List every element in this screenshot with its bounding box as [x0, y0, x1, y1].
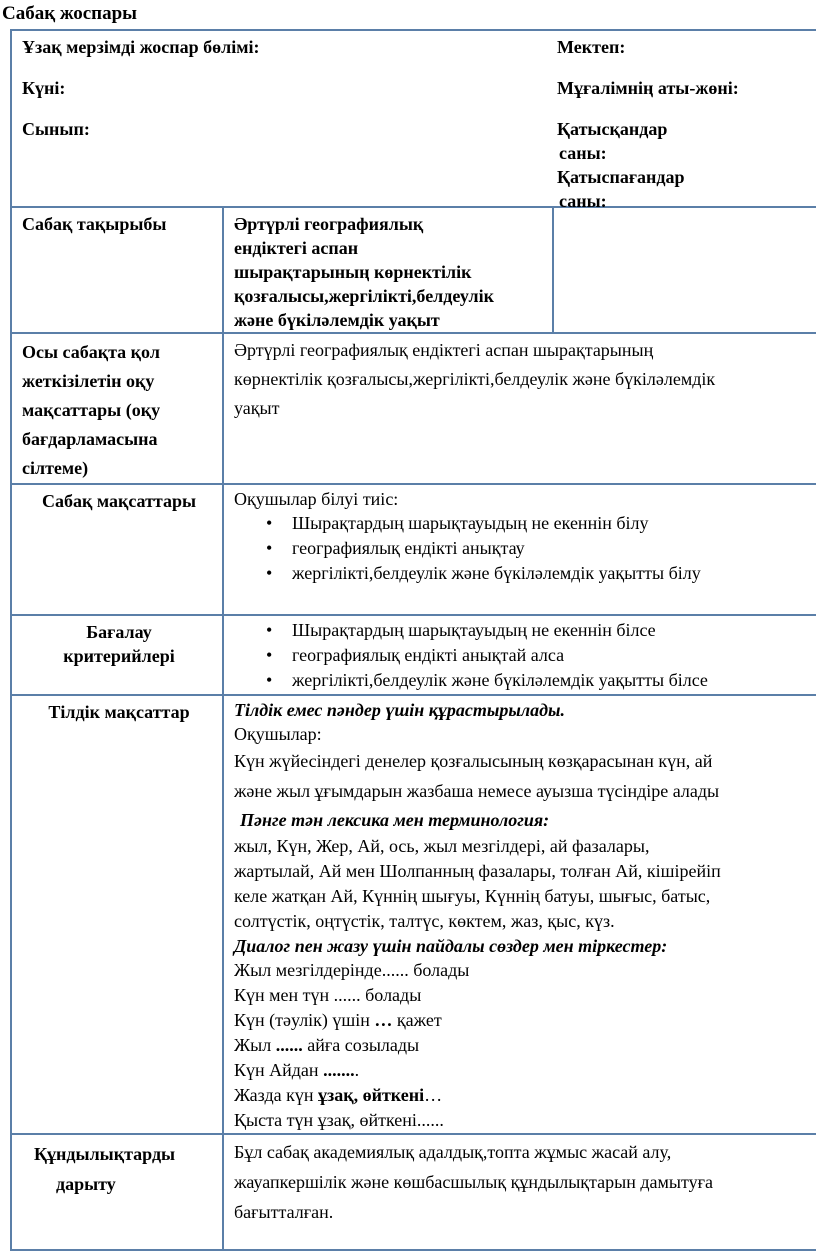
phrase-line: Күн (тәулік) үшін … қажет [234, 1010, 442, 1030]
values-label-line: дарыту [56, 1174, 116, 1194]
text-line: Бұл сабақ академиялық адалдық,топта жұмыс жасай алу, [234, 1142, 672, 1162]
topic-row [11, 207, 816, 333]
topic-empty-cell [553, 207, 816, 333]
text-line: Әртүрлі географиялық ендіктегі аспан шырақтарының [234, 340, 654, 360]
criteria-row [11, 615, 816, 695]
topic-line: Әртүрлі географиялық [234, 214, 424, 234]
present-line-2: саны: [559, 143, 607, 163]
vocabulary-text [234, 834, 806, 934]
students-label: Оқушылар: [234, 724, 322, 744]
long-term-label: Ұзақ мерзімді жоспар бөлімі: [22, 37, 260, 57]
teacher-label: Мұғалімнің аты-жөні: [557, 78, 739, 98]
class-label: Сынып: [22, 119, 90, 139]
document-title: Сабақ жоспары [2, 3, 138, 24]
list-item: • жергілікті,белдеулік және бүкіләлемдік уақытты білу [292, 561, 806, 586]
phrase-line: Жыл ...... айға созылады [234, 1035, 420, 1055]
topic-text [223, 207, 553, 333]
header-cell [11, 30, 816, 211]
list-item: • жергілікті,белдеулік және бүкіләлемдік уақытты білсе [292, 668, 806, 693]
text-line: және жыл ұғымдарын жазбаша немесе ауызша түсіндіре алады [234, 781, 720, 801]
phrase-line: Жыл мезгілдерінде...... болады [234, 960, 470, 980]
phrase-line: Қыста түн ұзақ, өйткені...... [234, 1110, 444, 1130]
values-label [11, 1134, 223, 1250]
list-item: • географиялық ендікті анықтау [292, 536, 806, 561]
phrase-line: Күн Айдан ........ [234, 1060, 360, 1080]
objectives-program-row [11, 333, 816, 484]
text-line: солтүстік, оңтүстік, талтүс, көктем, жаз, қыс, күз. [234, 911, 615, 931]
label-line: бағдарламасына [22, 429, 158, 449]
school-label: Мектеп: [557, 37, 626, 57]
topic-label: Сабақ тақырыбы [11, 207, 223, 333]
topic-line: және бүкіләлемдік уақыт [234, 310, 440, 330]
objectives-program-text [223, 333, 816, 484]
lesson-objectives-content [223, 484, 816, 615]
topic-line: шырақтарының көрнектілік [234, 262, 472, 282]
criteria-content [223, 615, 816, 695]
criteria-label-line: критерийлері [63, 646, 175, 666]
objectives-program-label [11, 333, 223, 484]
text-line: Күн жүйесіндегі денелер қозғалысының көзқарасынан күн, ай [234, 751, 713, 771]
lesson-objectives-label: Сабақ мақсаттары [11, 484, 223, 615]
topic-line: ендіктегі аспан [234, 238, 359, 258]
label-line: Осы сабақта қол [22, 342, 160, 362]
list-item: • Шырақтардың шарықтауыдың не екеннін білсе [292, 618, 806, 643]
absent-line-2: саны: [559, 191, 607, 211]
language-row [11, 695, 816, 1134]
language-heading-2: Пәнге тән лексика мен терминология: [240, 810, 550, 830]
text-line: жыл, Күн, Жер, Ай, ось, жыл мезгілдері, ай фазалары, [234, 836, 650, 856]
language-label: Тілдік мақсаттар [11, 695, 223, 1134]
phrase-line: Күн мен түн ...... болады [234, 985, 422, 1005]
date-label: Күні: [22, 78, 66, 98]
topic-line: қозғалысы,жергілікті,белдеулік [234, 286, 494, 306]
lesson-objectives-intro: Оқушылар білуі тиіс: [234, 489, 399, 509]
text-line: жауапкершілік және көшбасшылық құндылықтарын дамытуға [234, 1172, 713, 1192]
text-line: көрнектілік қозғалысы,жергілікті,белдеулік және бүкіләлемдік [234, 369, 716, 389]
present-count-label [557, 117, 685, 213]
label-line: мақсаттары (оқу [22, 400, 161, 420]
lesson-plan-table [10, 29, 816, 1251]
criteria-label-line: Бағалау [86, 622, 152, 642]
phrases [234, 958, 806, 1133]
header-row [11, 30, 816, 207]
list-item: • Шырақтардың шарықтауыдың не екеннін білу [292, 511, 806, 536]
text-line: бағытталған. [234, 1202, 334, 1222]
lesson-objectives-row [11, 484, 816, 615]
criteria-label [11, 615, 223, 695]
text-line: жартылай, Ай мен Шолпанның фазалары, толған Ай, кішірейіп [234, 861, 721, 881]
label-line: жеткізілетін оқу [22, 371, 155, 391]
language-heading-3: Диалог пен жазу үшін пайдалы сөздер мен тіркестер: [234, 936, 668, 956]
language-description [234, 746, 806, 806]
values-label-line: Құндылықтарды [34, 1144, 176, 1164]
values-text [223, 1134, 816, 1250]
present-line-1: Қатысқандар [557, 119, 668, 139]
list-item: • географиялық ендікті анықтай алса [292, 643, 806, 668]
lesson-objectives-list [234, 511, 806, 586]
phrase-line: Жазда күн ұзақ, өйткені… [234, 1085, 443, 1105]
absent-line-1: Қатыспағандар [557, 167, 685, 187]
language-heading-1: Тілдік емес пәндер үшін құрастырылады. [234, 700, 566, 720]
label-line: сілтеме) [22, 458, 89, 478]
text-line: келе жатқан Ай, Күннің шығуы, Күннің батуы, шығыс, батыс, [234, 886, 711, 906]
values-row [11, 1134, 816, 1250]
criteria-list [234, 618, 806, 693]
language-content [223, 695, 816, 1134]
text-line: уақыт [234, 398, 280, 418]
